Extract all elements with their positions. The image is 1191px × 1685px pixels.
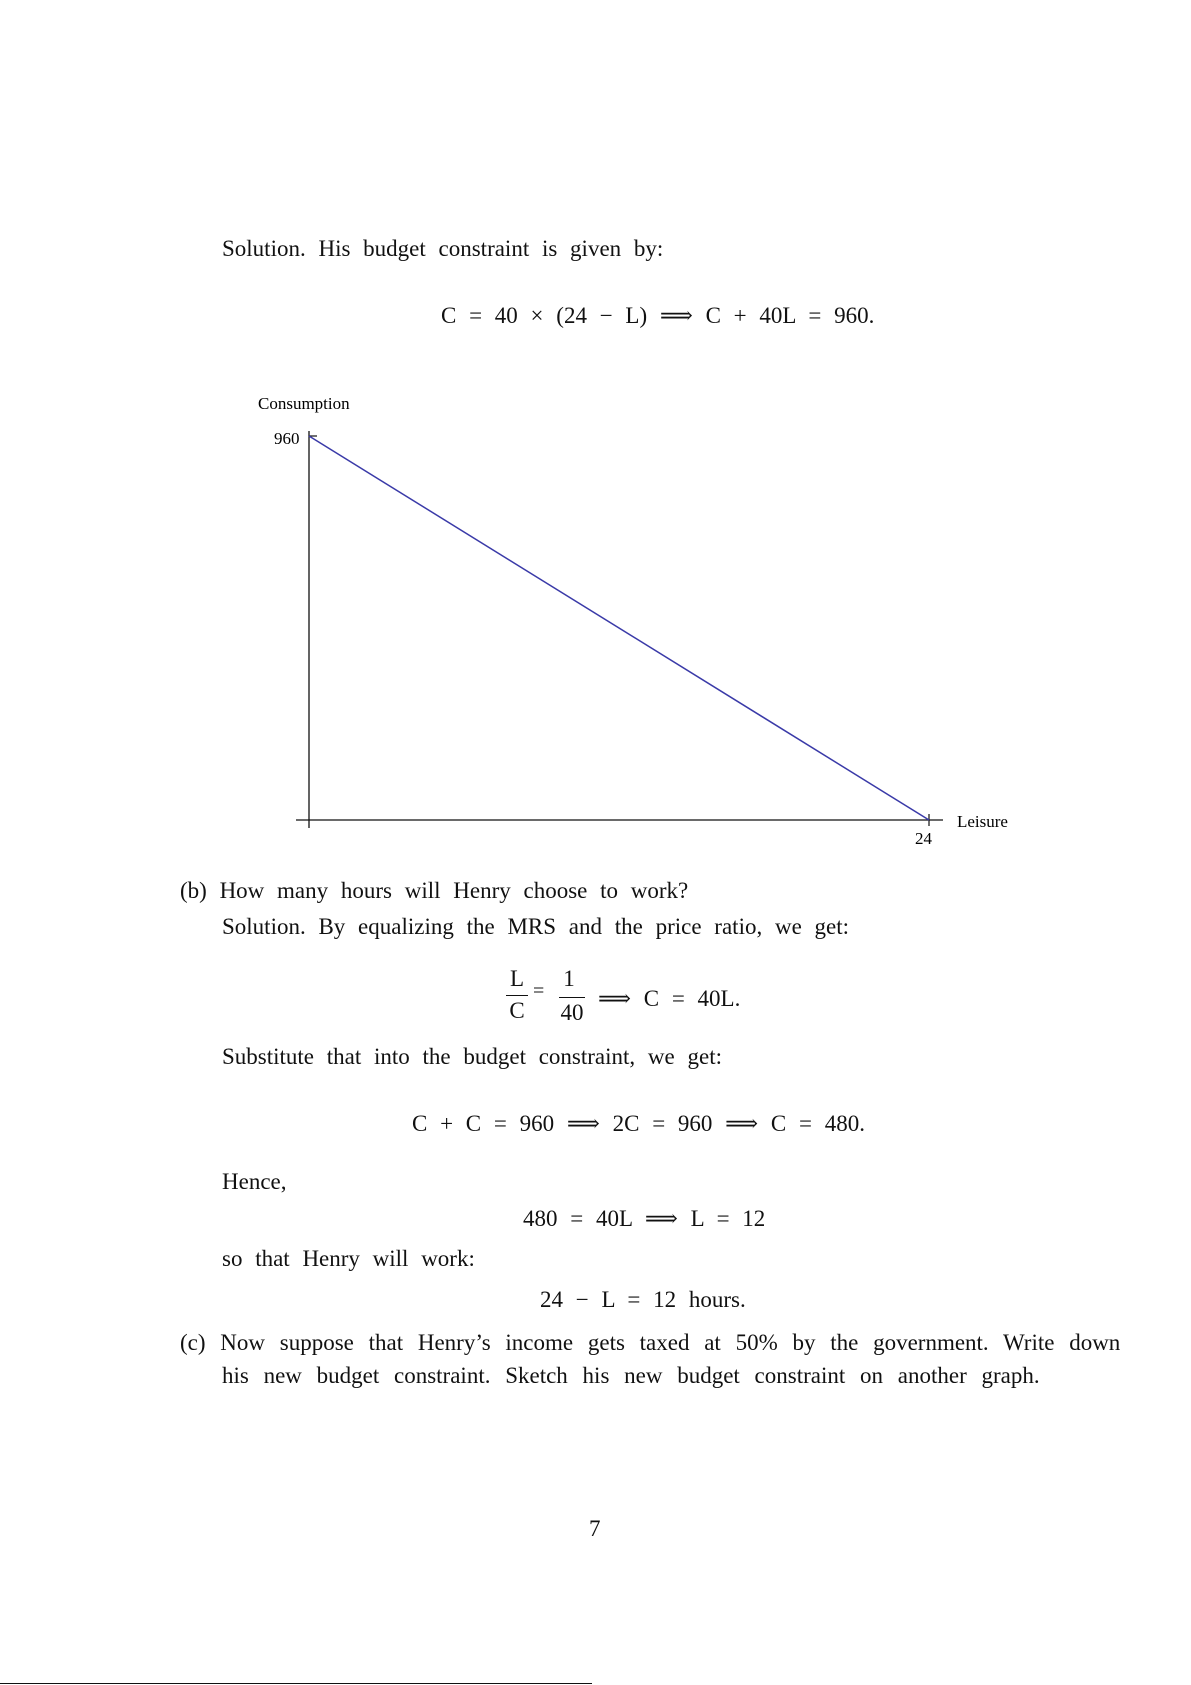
solution-label: Solution. [222,914,306,939]
equation-480: 480 = 40L ⟹ L = 12 [523,1206,766,1231]
equation-hours: 24 − L = 12 hours. [540,1287,746,1312]
fraction-bar [559,997,585,998]
equation-c-plus-c: C + C = 960 ⟹ 2C = 960 ⟹ C = 480. [412,1111,865,1136]
hence-text: Hence, [222,1169,287,1194]
part-b-question: (b) How many hours will Henry choose to work? [180,878,689,903]
x-axis-label: Leisure [957,812,1008,831]
footnote-rule [0,1683,592,1684]
mrs-result: ⟹ C = 40L. [598,986,741,1011]
fraction-numerator: L [509,966,525,991]
y-axis-label: Consumption [258,394,350,413]
part-c-line-1: (c) Now suppose that Henry’s income gets taxed at 50% by the government. Write down [180,1330,1121,1355]
budget-equation: C = 40 × (24 − L) ⟹ C + 40L = 960. [441,303,875,328]
fraction-l-over-c [504,966,530,1024]
y-tick-label-960: 960 [274,429,300,448]
fraction-denominator: C [509,998,525,1023]
so-that-text: so that Henry will work: [222,1246,475,1271]
fraction-numerator: 1 [563,966,575,991]
fraction-denominator: 40 [560,1000,584,1025]
page-number: 7 [589,1516,601,1541]
substitute-text: Substitute that into the budget constraint, we get: [222,1044,722,1069]
solution-text: His budget constraint is given by: [318,236,664,261]
part-c-line-2: his new budget constraint. Sketch his new budget constraint on another graph. [222,1363,1040,1388]
part-b-solution-line [222,914,849,940]
budget-constraint-line [309,436,929,820]
solution-label: Solution. [222,236,306,261]
x-tick-label-24: 24 [915,829,932,848]
solution-text: By equalizing the MRS and the price ratio, we get: [318,914,850,939]
equals-sign: = [533,980,545,1002]
fraction-1-over-40 [557,966,587,1026]
fraction-bar [506,995,528,996]
